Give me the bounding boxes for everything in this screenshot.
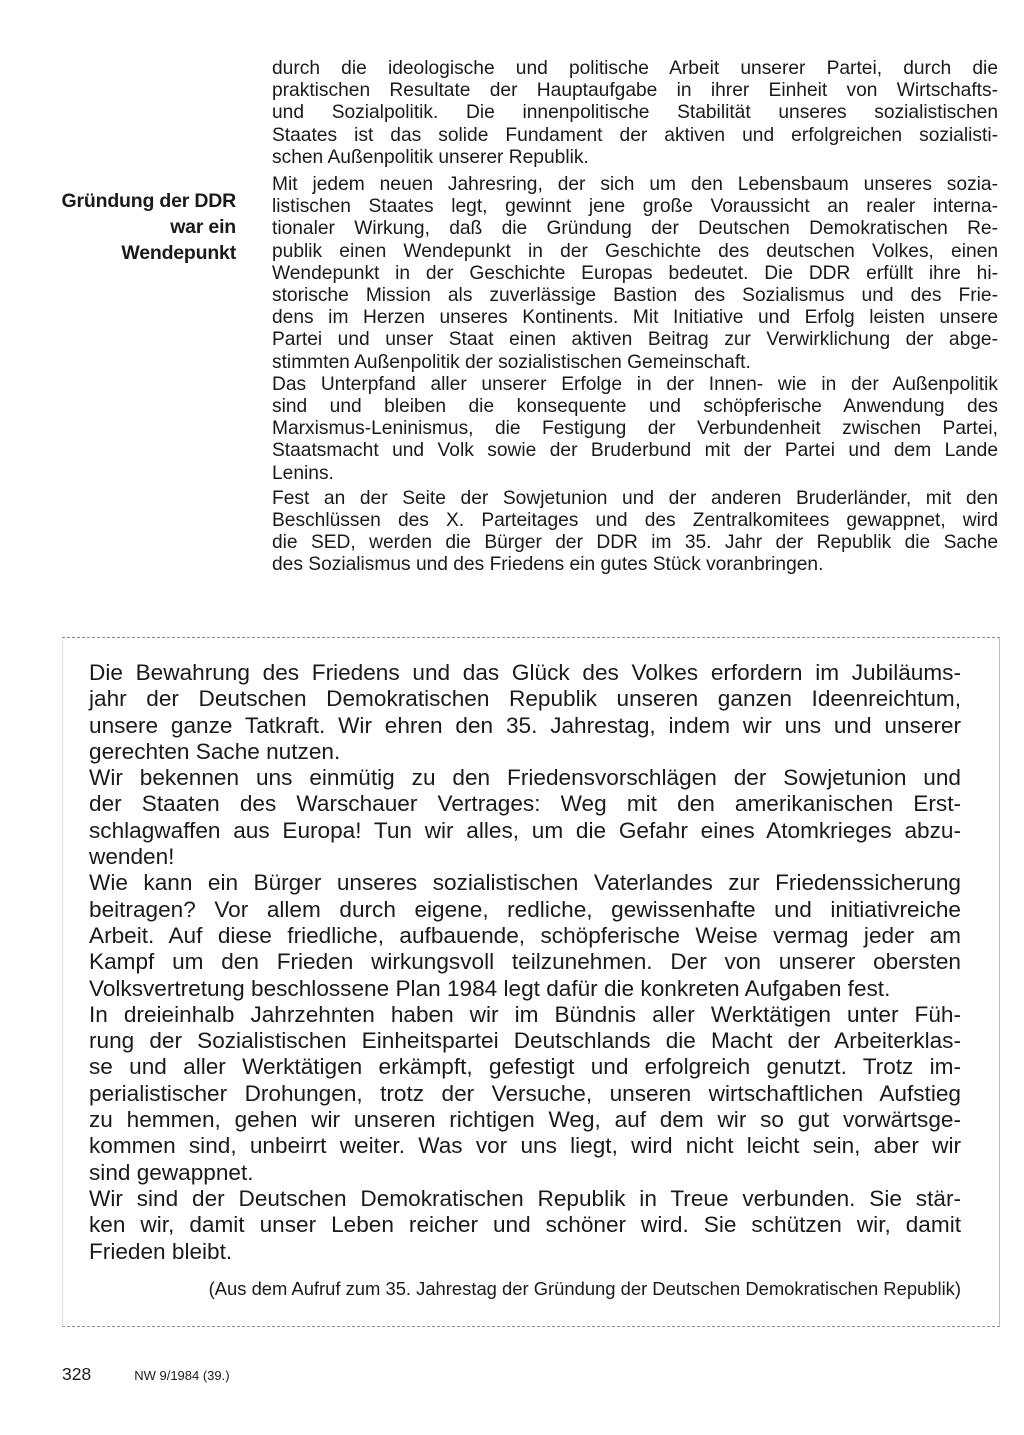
text-line: publik einen Wendepunkt in der Geschichte des deutschen Volkes, einen: [272, 240, 998, 262]
appeal-line: beitragen? Vor allem durch eigene, redliche, gewissenhafte und initiativreiche: [89, 896, 961, 922]
text-line: Mit jedem neuen Jahresring, der sich um den Lebensbaum unseres sozia-: [272, 174, 998, 196]
text-line: storische Mission als zuverlässige Bastion des Sozialismus und des Frie-: [272, 285, 998, 307]
text-line: sind und bleiben die konsequente und schöpferische Anwendung des: [272, 396, 998, 418]
appeal-line: schlagwaffen aus Europa! Tun wir alles, um die Gefahr eines Atomkrieges abzu-: [89, 817, 961, 843]
text-line: dens im Herzen unseres Kontinents. Mit Initiative und Erfolg leisten unsere: [272, 307, 998, 329]
appeal-line: Frieden bleibt.: [89, 1238, 233, 1264]
appeal-line: wenden!: [89, 844, 175, 870]
text-line: die SED, werden die Bürger der DDR im 35. Jahr der Republik die Sache: [272, 532, 998, 554]
appeal-paragraph-1: [89, 660, 961, 765]
main-text-column: [272, 58, 998, 577]
text-line: Marxismus-Leninismus, die Festigung der Verbundenheit zwischen Partei,: [272, 418, 998, 440]
appeal-text: [89, 660, 961, 1265]
appeal-line: jahr der Deutschen Demokratischen Republik unseren ganzen Ideenreichtum,: [89, 686, 961, 712]
appeal-line: ken wir, damit unser Leben reicher und schöner wird. Sie schützen wir, damit: [89, 1212, 961, 1238]
issue-reference: NW 9/1984 (39.): [134, 1368, 230, 1383]
appeal-line: gerechten Sache nutzen.: [89, 738, 341, 764]
text-line: tionaler Wirkung, daß die Gründung der Deutschen Demokratischen Re-: [272, 218, 998, 240]
text-line: praktischen Resultate der Hauptaufgabe in ihrer Einheit von Wirtschafts-: [272, 80, 998, 102]
text-line: stimmten Außenpolitik der sozialistischen Gemeinschaft.: [272, 351, 751, 373]
text-line: des Sozialismus und des Friedens ein gutes Stück voranbringen.: [272, 554, 824, 576]
page-number: 328: [62, 1364, 92, 1384]
text-line: Das Unterpfand aller unserer Erfolge in der Innen- wie in der Außenpolitik: [272, 373, 998, 395]
appeal-line: Die Bewahrung des Friedens und das Glück des Volkes erfordern im Jubiläums-: [89, 660, 961, 685]
appeal-line: rung der Sozialistischen Einheitspartei Deutschlands die Macht der Arbeiterklas-: [89, 1028, 961, 1054]
text-line: Lenins.: [272, 462, 334, 484]
text-line: durch die ideologische und politische Arbeit unserer Partei, durch die: [272, 58, 998, 79]
appeal-paragraph-4: [89, 1002, 961, 1186]
main-paragraph-3: [272, 374, 998, 485]
appeal-line: unsere ganze Tatkraft. Wir ehren den 35. Jahrestag, indem wir uns und unserer: [89, 712, 961, 738]
text-line: Partei und unser Staat einen aktiven Beitrag zur Verwirklichung der abge-: [272, 329, 998, 351]
appeal-paragraph-3: [89, 870, 961, 1001]
appeal-line: Arbeit. Auf diese friedliche, aufbauende, schöpferische Weise vermag jeder am: [89, 922, 961, 948]
margin-heading-line: Wendepunkt: [121, 242, 236, 264]
appeal-line: perialistischer Drohungen, trotz der Versuche, unseren wirtschaftlichen Aufstieg: [89, 1080, 961, 1106]
appeal-paragraph-5: [89, 1186, 961, 1265]
main-paragraph-2: [272, 174, 998, 374]
appeal-line: der Staaten des Warschauer Vertrages: Weg mit den amerikanischen Erst-: [89, 791, 961, 817]
appeal-paragraph-2: [89, 765, 961, 870]
text-line: Staates ist das solide Fundament der aktiven und erfolgreichen sozialisti-: [272, 124, 998, 146]
text-line: Beschlüssen des X. Parteitages und des Zentralkomitees gewappnet, wird: [272, 510, 998, 532]
appeal-line: se und aller Werktätigen erkämpft, gefestigt und erfolgreich genutzt. Trotz im-: [89, 1054, 961, 1080]
text-line: Staatsmacht und Volk sowie der Bruderbund mit der Partei und dem Lande: [272, 440, 998, 462]
text-line: listischen Staates legt, gewinnt jene große Voraussicht an realer interna-: [272, 196, 998, 218]
text-line: schen Außenpolitik unserer Republik.: [272, 146, 589, 168]
text-line: Wendepunkt in der Geschichte Europas bedeutet. Die DDR erfüllt ihre hi-: [272, 262, 998, 284]
margin-heading: [48, 188, 236, 266]
appeal-line: Wir bekennen uns einmütig zu den Friedensvorschlägen der Sowjetunion und: [89, 765, 961, 791]
main-paragraph-1: [272, 58, 998, 169]
text-line: und Sozialpolitik. Die innenpolitische Stabilität unseres sozialistischen: [272, 102, 998, 124]
source-citation: (Aus dem Aufruf zum 35. Jahrestag der Gründung der Deutschen Demokratischen Republik): [208, 1278, 961, 1299]
appeal-line: Kampf um den Frieden wirkungsvoll teilzunehmen. Der von unserer obersten: [89, 949, 961, 975]
appeal-line: sind gewappnet.: [89, 1159, 254, 1185]
appeal-line: Wir sind der Deutschen Demokratischen Republik in Treue verbunden. Sie stär-: [89, 1185, 961, 1211]
main-paragraph-4: [272, 488, 998, 577]
margin-heading-line: Gründung der DDR: [61, 190, 236, 212]
text-line: Fest an der Seite der Sowjetunion und der anderen Bruderländer, mit den: [272, 487, 998, 509]
appeal-line: zu hemmen, gehen wir unseren richtigen Weg, auf dem wir so gut vorwärtsge-: [89, 1107, 961, 1133]
page-footer: [62, 1364, 230, 1386]
margin-heading-line: war ein: [170, 216, 236, 238]
appeal-line: Wie kann ein Bürger unseres sozialistischen Vaterlandes zur Friedenssicherung: [89, 870, 961, 896]
appeal-line: In dreieinhalb Jahrzehnten haben wir im Bündnis aller Werktätigen unter Füh-: [89, 1001, 961, 1027]
appeal-line: kommen sind, unbeirrt weiter. Was vor uns liegt, wird nicht leicht sein, aber wir: [89, 1133, 961, 1159]
appeal-line: Volksvertretung beschlossene Plan 1984 legt dafür die konkreten Aufgaben fest.: [89, 975, 891, 1001]
